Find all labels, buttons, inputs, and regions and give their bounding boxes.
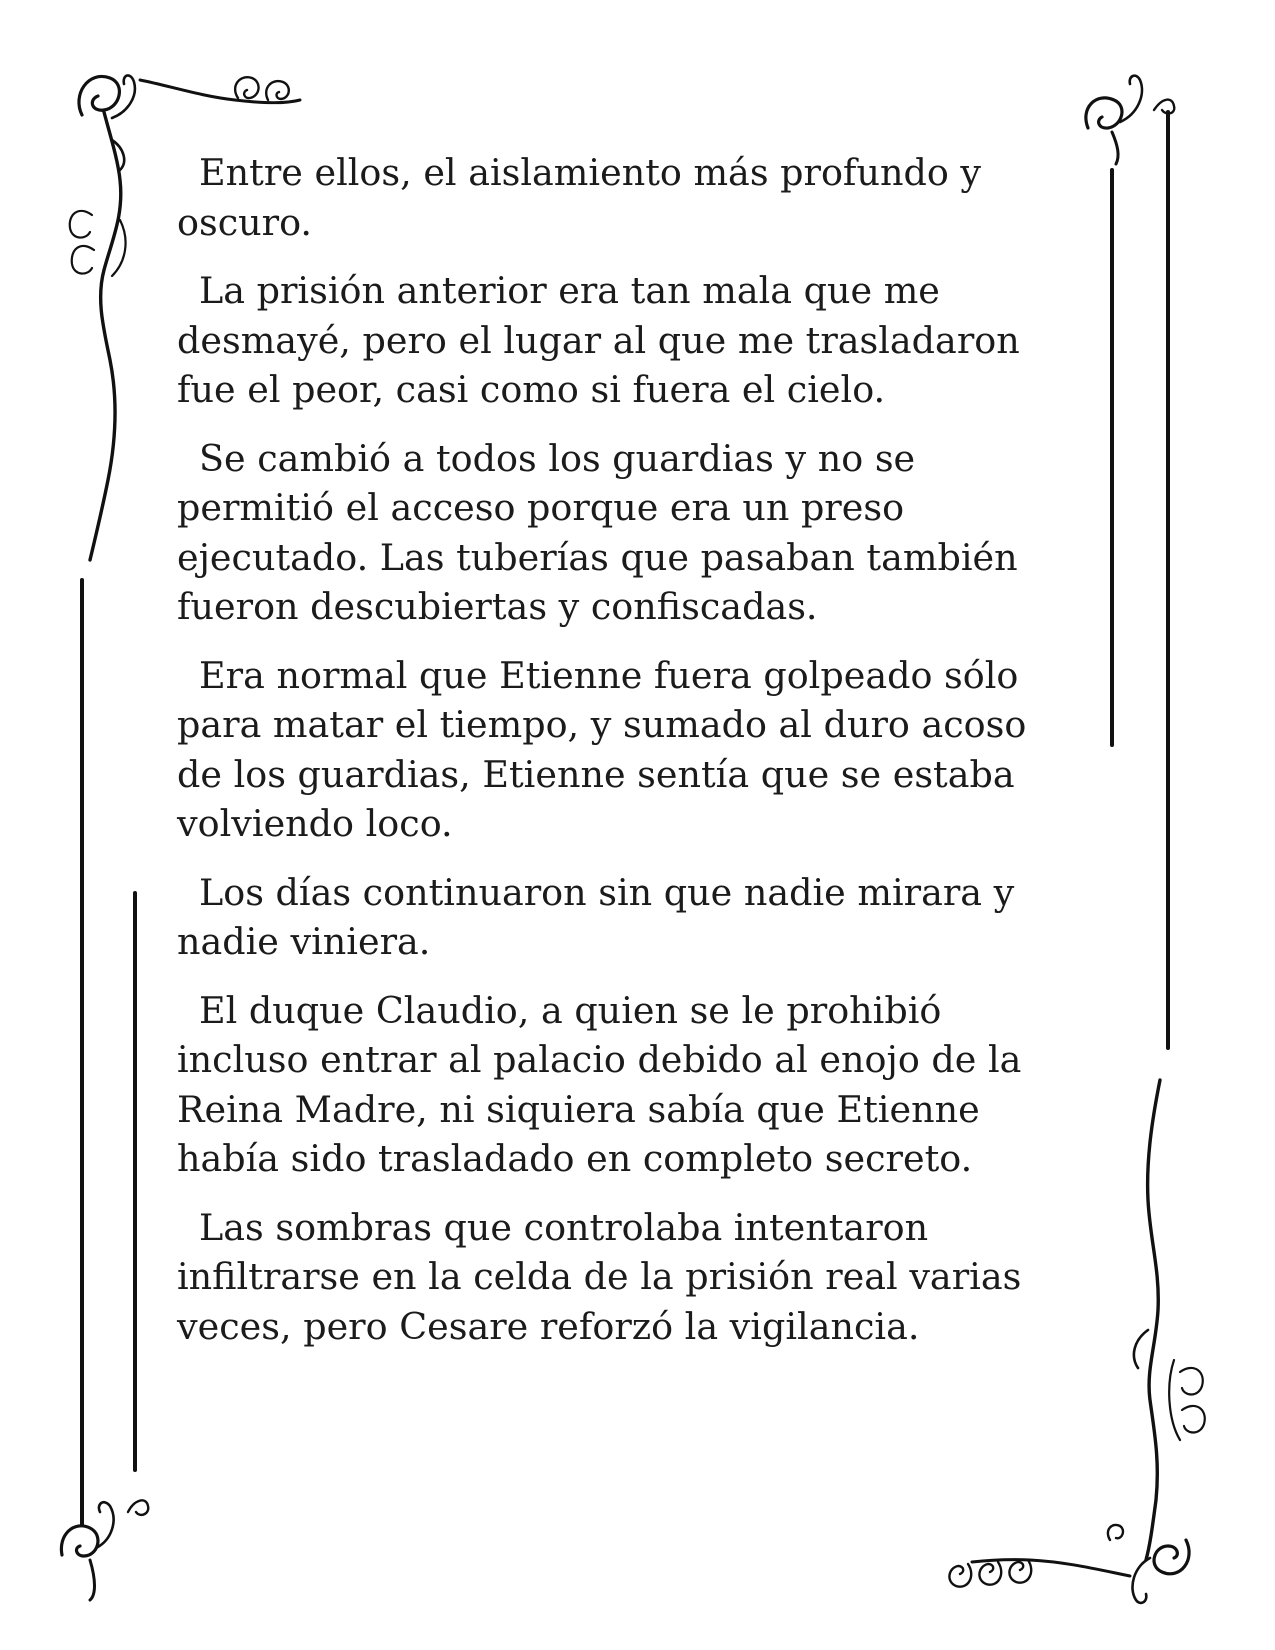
paragraph-4 (177, 651, 1077, 849)
top-right-tail (1112, 132, 1118, 164)
bottom-right-curl-1 (1009, 1560, 1031, 1583)
top-left-loop-3 (112, 220, 126, 276)
bottom-left-flourish-ornament (61, 1500, 148, 1600)
paragraph-1 (177, 148, 1077, 247)
bottom-right-hook (1134, 1330, 1148, 1368)
paragraph-5 (177, 868, 1077, 967)
text-line: incluso entrar al palacio debido al enojo de la (177, 1038, 1022, 1081)
chapter-text (177, 148, 1077, 1370)
paragraph-6 (177, 986, 1077, 1184)
bottom-right-loop-1 (1180, 1368, 1203, 1395)
text-line: fueron descubiertas y confiscadas. (177, 585, 818, 628)
bottom-right-curl-3 (949, 1564, 971, 1587)
bottom-right-small-curl (1108, 1525, 1123, 1540)
top-left-curl-2 (266, 81, 289, 100)
bottom-left-tail (90, 1560, 95, 1600)
bottom-right-curl-2 (979, 1562, 1001, 1585)
paragraph-7 (177, 1203, 1077, 1352)
bottom-right-corner-swirl (1154, 1540, 1189, 1574)
text-line: Era normal que Etienne fuera golpeado sólo (199, 653, 1019, 697)
text-line: de los guardias, Etienne sentía que se estaba (177, 752, 1015, 796)
text-line: infiltrarse en la celda de la prisión real varias (177, 1255, 1022, 1298)
text-line: fue el peor, casi como si fuera el cielo. (177, 368, 886, 411)
bottom-right-vine (1146, 1080, 1160, 1560)
text-line: Reina Madre, ni siquiera sabía que Etienne (177, 1087, 980, 1131)
text-line: La prisión anterior era tan mala que me (199, 269, 940, 312)
text-line: para matar el tiempo, y sumado al duro acoso (177, 703, 1027, 746)
text-line: Entre ellos, el aislamiento más profundo y (199, 151, 982, 194)
top-left-vine (90, 112, 121, 560)
bottom-right-sweep (972, 1560, 1130, 1576)
top-right-hook (1120, 76, 1142, 122)
paragraph-2 (177, 266, 1077, 415)
text-line: Se cambió a todos los guardias y no se (199, 436, 916, 480)
text-line: permitió el acceso porque era un preso (177, 486, 905, 529)
top-right-flourish-ornament (1086, 76, 1174, 164)
text-line: veces, pero Cesare reforzó la vigilancia. (177, 1304, 920, 1348)
text-line: volviendo loco. (177, 802, 453, 845)
text-line: nadie viniera. (177, 920, 431, 963)
top-right-swirl (1086, 98, 1122, 128)
top-left-loop-1 (70, 211, 92, 238)
text-line: desmayé, pero el lugar al que me trasladaron (177, 318, 1020, 362)
paragraph-3 (177, 434, 1077, 632)
text-line: ejecutado. Las tuberías que pasaban también (177, 535, 1018, 579)
text-line: había sido trasladado en completo secreto. (177, 1137, 973, 1180)
top-left-sweep (140, 80, 300, 103)
text-line: Las sombras que controlaba intentaron (199, 1205, 929, 1249)
text-line: El duque Claudio, a quien se le prohibió (199, 988, 942, 1032)
top-left-swirl (79, 76, 119, 115)
top-right-curl (1154, 100, 1174, 114)
text-line: oscuro. (177, 200, 313, 244)
bottom-right-corner-hook (1132, 1558, 1150, 1603)
text-line: Los días continuaron sin que nadie mirara y (199, 870, 1015, 914)
top-left-loop-2 (72, 246, 94, 274)
bottom-right-loop-2 (1182, 1406, 1205, 1433)
bottom-left-curl (128, 1500, 148, 1515)
bottom-right-loop-3 (1169, 1360, 1180, 1440)
top-left-curl-1 (235, 77, 258, 98)
bottom-left-swirl (61, 1526, 98, 1556)
